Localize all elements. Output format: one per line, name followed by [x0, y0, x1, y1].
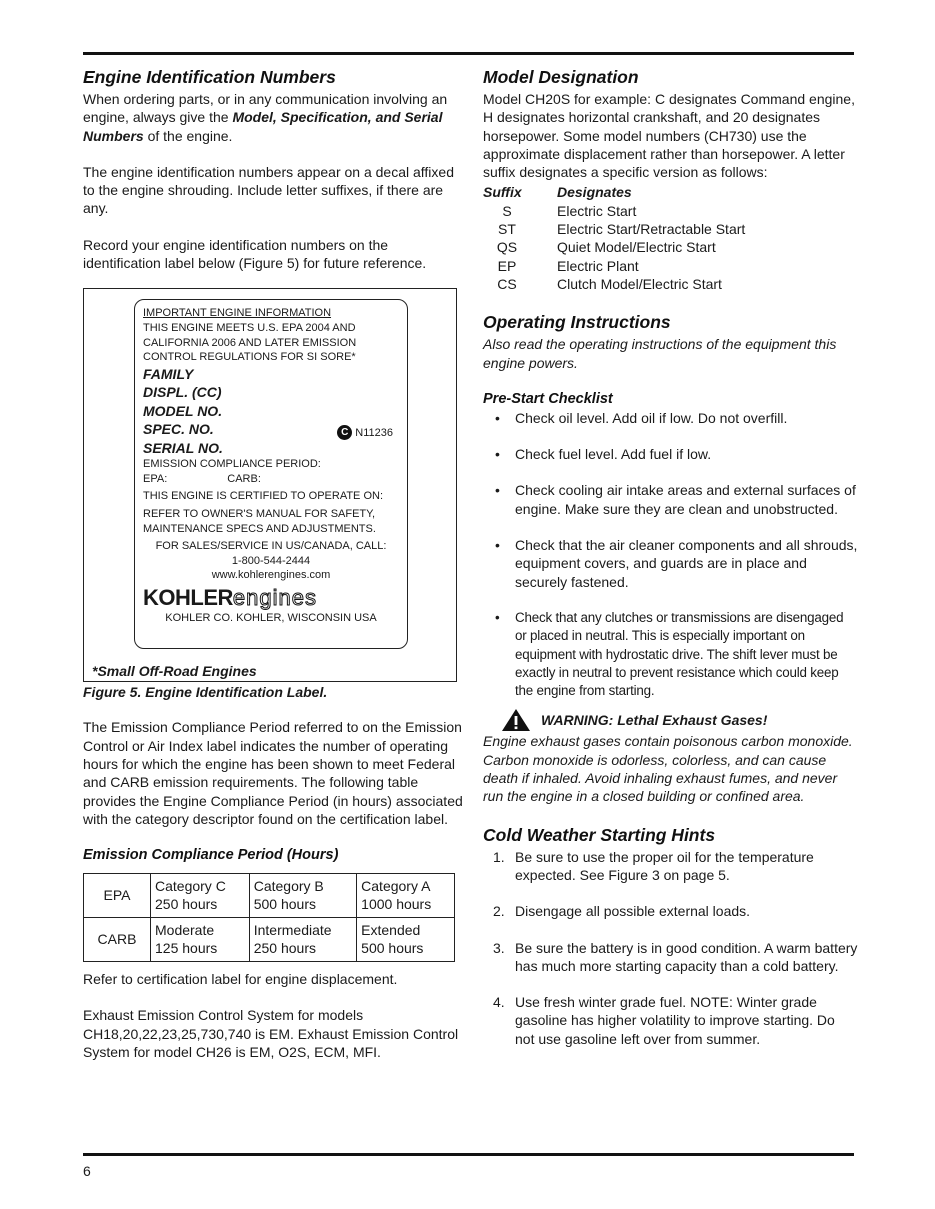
decal-website: www.kohlerengines.com: [211, 569, 331, 582]
row-header: EPA: [84, 874, 151, 918]
top-rule: [83, 52, 854, 55]
table-cell: Extended 500 hours: [357, 918, 455, 962]
decal-serial-no: SERIAL NO.: [143, 439, 223, 456]
model-designation-paragraph: Model CH20S for example: C designates Command engine, H designates horizontal crankshaft, and 20 designates horsepower. Some model numbers (CH730) use the approximate displacement rather than horsepower. A letter suffix designates a specific version as follows:: [483, 91, 855, 181]
table-cell: Category A 1000 hours: [357, 874, 455, 918]
operating-instructions-heading: Operating Instructions: [483, 312, 671, 333]
list-item: • Check that any clutches or transmissions are disengaged or placed in neutral. This is especially important on equipment with hydrostatic drive. The shift lever must be exactly in neutral to prevent resistance which could keep the engine from starting.: [483, 609, 858, 700]
warning-banner: [483, 708, 858, 732]
list-item: • Check cooling air intake areas and external surfaces of engine. Make sure they are clean and unobstructed.: [483, 481, 858, 518]
table-row: [84, 918, 455, 962]
decal-footnote: *Small Off-Road Engines: [92, 663, 257, 680]
suffix-table: [483, 183, 858, 293]
exhaust-paragraph: Exhaust Emission Control System for models CH18,20,22,23,25,730,740 is EM. Exhaust Emission Control System for model CH26 is EM, O2S, ECM, MFI.: [83, 1007, 459, 1061]
refer-paragraph: Refer to certification label for engine displacement.: [83, 971, 398, 988]
bottom-rule: [83, 1153, 854, 1156]
engine-id-paragraph-2: The engine identification numbers appear on a decal affixed to the engine shrouding. Include letter suffixes, if there are any.: [83, 163, 454, 217]
list-item: ST Electric Start/Retractable Start: [498, 221, 746, 238]
engine-id-heading: Engine Identification Numbers: [83, 67, 336, 87]
prestart-checklist-heading: Pre-Start Checklist: [483, 390, 613, 407]
list-item: S Electric Start: [502, 202, 637, 219]
decal-spec-no: SPEC. NO.: [143, 421, 214, 438]
table-cell: Category B 500 hours: [249, 874, 356, 918]
row-header: CARB: [84, 918, 151, 962]
table-cell: Moderate 125 hours: [151, 918, 250, 962]
emission-period-table: [83, 873, 455, 962]
decal-address: KOHLER CO. KOHLER, WISCONSIN USA: [165, 612, 377, 624]
figure-caption: Figure 5. Engine Identification Label.: [83, 684, 328, 701]
engine-id-paragraph-1: When ordering parts, or in any communication involving an engine, always give the Model, Specification, and Serial Numbers of the engine.: [83, 91, 448, 144]
table-cell: Intermediate 250 hours: [249, 918, 356, 962]
table-cell: Category C 250 hours: [151, 874, 250, 918]
page-number: 6: [83, 1163, 91, 1179]
operating-instructions-paragraph: Also read the operating instructions of the equipment this engine powers.: [483, 336, 837, 371]
decal-title: IMPORTANT ENGINE INFORMATION: [143, 307, 332, 320]
list-item: CS Clutch Model/Electric Start: [497, 275, 722, 292]
table-row: [84, 874, 455, 918]
left-column: [83, 66, 463, 1061]
decal-displacement: DISPL. (CC): [143, 384, 222, 401]
list-item: 2. Disengage all possible external loads.: [493, 903, 751, 920]
list-item: • Check that the air cleaner components and all shrouds, equipment covers, and guards are in place and securely fastened.: [483, 536, 858, 591]
suffix-header-row: Suffix Designates: [483, 184, 632, 201]
list-item: • Check fuel level. Add fuel if low.: [483, 445, 858, 463]
warning-title: WARNING: Lethal Exhaust Gases!: [541, 712, 768, 729]
engine-info-decal: [134, 299, 408, 649]
decal-phone: 1-800-544-2444: [231, 554, 311, 567]
list-item: 1. Be sure to use the proper oil for the temperature expected. See Figure 3 on page 5.: [493, 848, 814, 883]
model-designation-heading: Model Designation: [483, 67, 639, 87]
decal-model-no: MODEL NO.: [143, 402, 223, 419]
right-column: [483, 66, 858, 1066]
cold-weather-hints: [483, 848, 858, 1048]
engine-id-paragraph-3: Record your engine identification numbers on the identification label below (Figure 5) for future reference.: [83, 236, 427, 272]
emission-table-heading: Emission Compliance Period (Hours): [83, 847, 339, 864]
warning-paragraph: Engine exhaust gases contain poisonous carbon monoxide. Carbon monoxide is odorless, colorless, and can cause death if inhaled. Avoid inhaling exhaust fumes, and never run the engine in a closed building or confined area.: [483, 733, 853, 805]
warning-triangle-icon: [501, 708, 531, 732]
list-item: EP Electric Plant: [497, 257, 639, 274]
kohler-engines-logo: KOHLERengines: [143, 585, 317, 610]
decal-meets-text: THIS ENGINE MEETS U.S. EPA 2004 AND CALIFORNIA 2006 AND LATER EMISSION CONTROL REGULATIONS FOR SI SORE*: [143, 321, 357, 364]
list-item: QS Quiet Model/Electric Start: [496, 239, 716, 256]
decal-sales-text: FOR SALES/SERVICE IN US/CANADA, CALL:: [155, 540, 387, 553]
cert-logo-icon: C: [337, 425, 352, 440]
decal-emission-period: EMISSION COMPLIANCE PERIOD:: [143, 458, 321, 471]
identification-label-figure: [83, 288, 457, 682]
list-item: 3. Be sure the battery is in good condition. A warm battery has much more starting capacity than a cold battery.: [493, 939, 858, 974]
cold-weather-heading: Cold Weather Starting Hints: [483, 824, 716, 845]
prestart-checklist: [483, 409, 858, 701]
list-item: 4. Use fresh winter grade fuel. NOTE: Winter grade gasoline has higher volatility to improve starting. Do not use gasoline left over from summer.: [493, 994, 835, 1047]
decal-epa-carb: EPA: CARB:: [143, 472, 261, 485]
decal-certified-text: THIS ENGINE IS CERTIFIED TO OPERATE ON:: [143, 490, 384, 503]
decal-refer-text: REFER TO OWNER'S MANUAL FOR SAFETY, MAINTENANCE SPECS AND ADJUSTMENTS.: [143, 508, 376, 535]
certification-mark: [337, 425, 393, 440]
decal-family: FAMILY: [143, 365, 194, 382]
cert-code: N11236: [355, 426, 393, 439]
emission-period-paragraph: The Emission Compliance Period referred to on the Emission Control or Air Index label indicates the number of operating hours for which the engine has been shown to meet Federal and CARB emission requirements. The following table provides the Engine Compliance Period (in hours) associated with the category descriptor found on the certification label.: [83, 719, 463, 827]
list-item: • Check oil level. Add oil if low. Do not overfill.: [483, 409, 858, 427]
